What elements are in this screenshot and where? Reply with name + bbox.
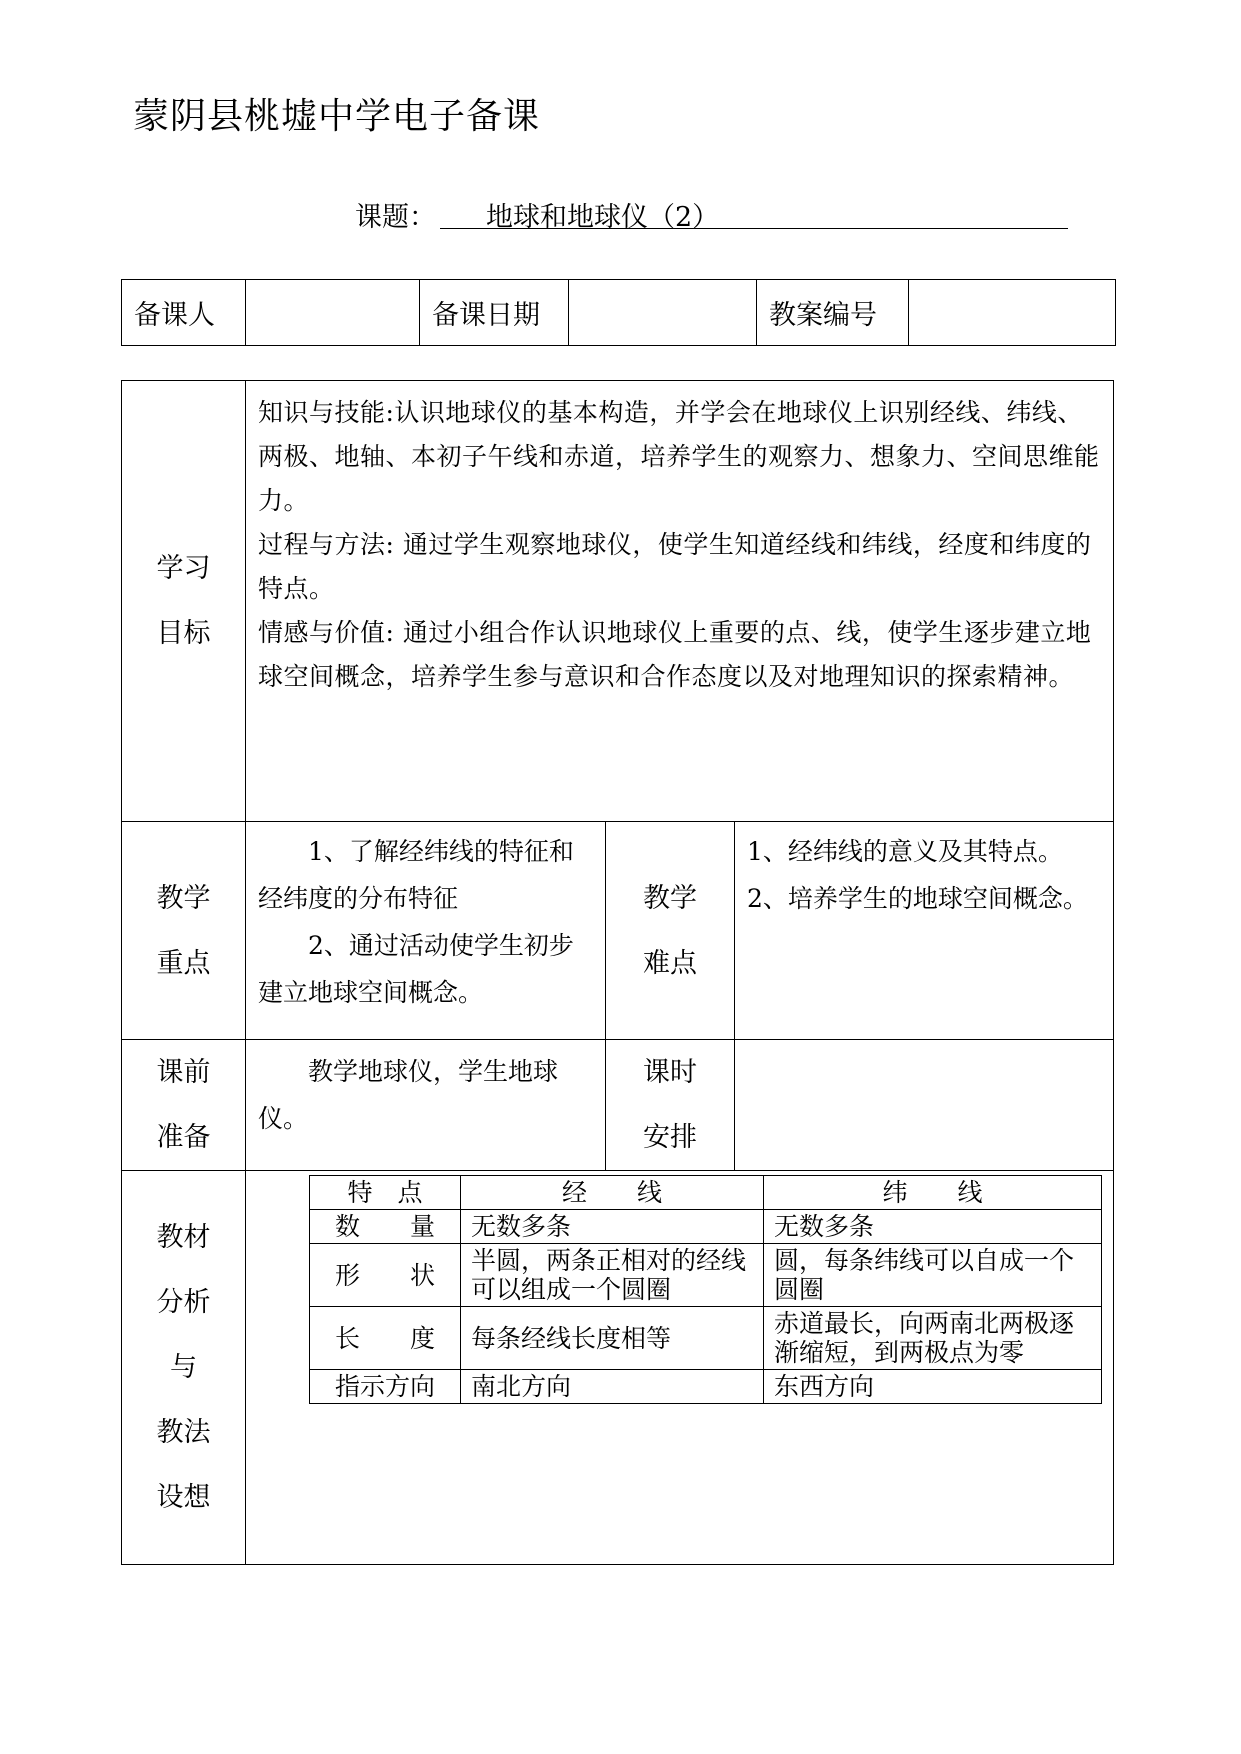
- analysis-content: [246, 1171, 1114, 1565]
- focus-row: [122, 822, 1114, 1040]
- objective-knowledge: 知识与技能:认识地球仪的基本构造，并学会在地球仪上识别经线、纬线、两极、地轴、本初子午线和赤道，培养学生的观察力、想象力、空间思维能力。: [258, 398, 1100, 515]
- topic-value: 地球和地球仪（2）: [486, 202, 720, 233]
- objectives-content: [246, 381, 1114, 822]
- row-feature: 数 量: [310, 1210, 461, 1244]
- table-header-row: [310, 1176, 1102, 1210]
- row-longitude: 南北方向: [461, 1370, 764, 1404]
- objective-emotion: 情感与价值: 通过小组合作认识地球仪上重要的点、线，使学生逐步建立地球空间概念，培养学生参与意识和合作态度以及对地理知识的探索精神。: [258, 618, 1092, 691]
- objectives-row: [122, 381, 1114, 822]
- date-label: 备课日期: [420, 280, 569, 346]
- school-title: 蒙阴县桃墟中学电子备课: [133, 96, 541, 137]
- difficulties-content: [735, 822, 1114, 1040]
- header-longitude: 经 线: [461, 1176, 764, 1210]
- row-feature: 指示方向: [310, 1370, 461, 1404]
- preparer-label: 备课人: [122, 280, 246, 346]
- table-row: [310, 1370, 1102, 1404]
- key-points-content: [246, 822, 606, 1040]
- row-latitude: 东西方向: [764, 1370, 1102, 1404]
- difficulties-label: 教学 难点: [606, 822, 735, 1040]
- preparation-content: 教学地球仪，学生地球仪。: [246, 1040, 606, 1171]
- row-latitude: 赤道最长，向两南北两极逐渐缩短，到两极点为零: [764, 1307, 1102, 1370]
- key-points-label: 教学 重点: [122, 822, 246, 1040]
- lines-comparison-table: [309, 1175, 1102, 1404]
- schedule-label: 课时 安排: [606, 1040, 735, 1171]
- analysis-label: 教材 分析 与 教法 设想: [122, 1171, 246, 1565]
- difficulty-item: 1、经纬线的意义及其特点。: [747, 837, 1063, 866]
- objective-process: 过程与方法: 通过学生观察地球仪，使学生知道经线和纬线，经度和纬度的特点。: [258, 530, 1092, 603]
- preparation-label: 课前 准备: [122, 1040, 246, 1171]
- analysis-row: [122, 1171, 1114, 1565]
- header-latitude: 纬 线: [764, 1176, 1102, 1210]
- info-table: [121, 279, 1116, 346]
- row-feature: 形 状: [310, 1244, 461, 1307]
- header-feature: 特 点: [310, 1176, 461, 1210]
- topic-underline: [440, 228, 1068, 229]
- key-point-item: 2、通过活动使学生初步建立地球空间概念。: [258, 931, 574, 1007]
- plan-no-value: [909, 280, 1116, 346]
- table-row: [310, 1307, 1102, 1370]
- date-value: [569, 280, 757, 346]
- difficulty-item: 2、培养学生的地球空间概念。: [747, 884, 1088, 913]
- topic-label: 课题：: [355, 202, 436, 233]
- row-longitude: 每条经线长度相等: [461, 1307, 764, 1370]
- lesson-plan-table: [121, 380, 1114, 1565]
- table-row: [310, 1244, 1102, 1307]
- row-latitude: 无数多条: [764, 1210, 1102, 1244]
- row-latitude: 圆，每条纬线可以自成一个圆圈: [764, 1244, 1102, 1307]
- preparer-value: [246, 280, 420, 346]
- row-feature: 长 度: [310, 1307, 461, 1370]
- key-point-item: 1、了解经纬线的特征和经纬度的分布特征: [258, 837, 574, 913]
- schedule-content: [735, 1040, 1114, 1171]
- preparation-row: [122, 1040, 1114, 1171]
- objectives-label: 学习 目标: [122, 381, 246, 822]
- plan-no-label: 教案编号: [757, 280, 909, 346]
- topic-row: [355, 195, 1075, 231]
- row-longitude: 无数多条: [461, 1210, 764, 1244]
- row-longitude: 半圆，两条正相对的经线可以组成一个圆圈: [461, 1244, 764, 1307]
- table-row: [310, 1210, 1102, 1244]
